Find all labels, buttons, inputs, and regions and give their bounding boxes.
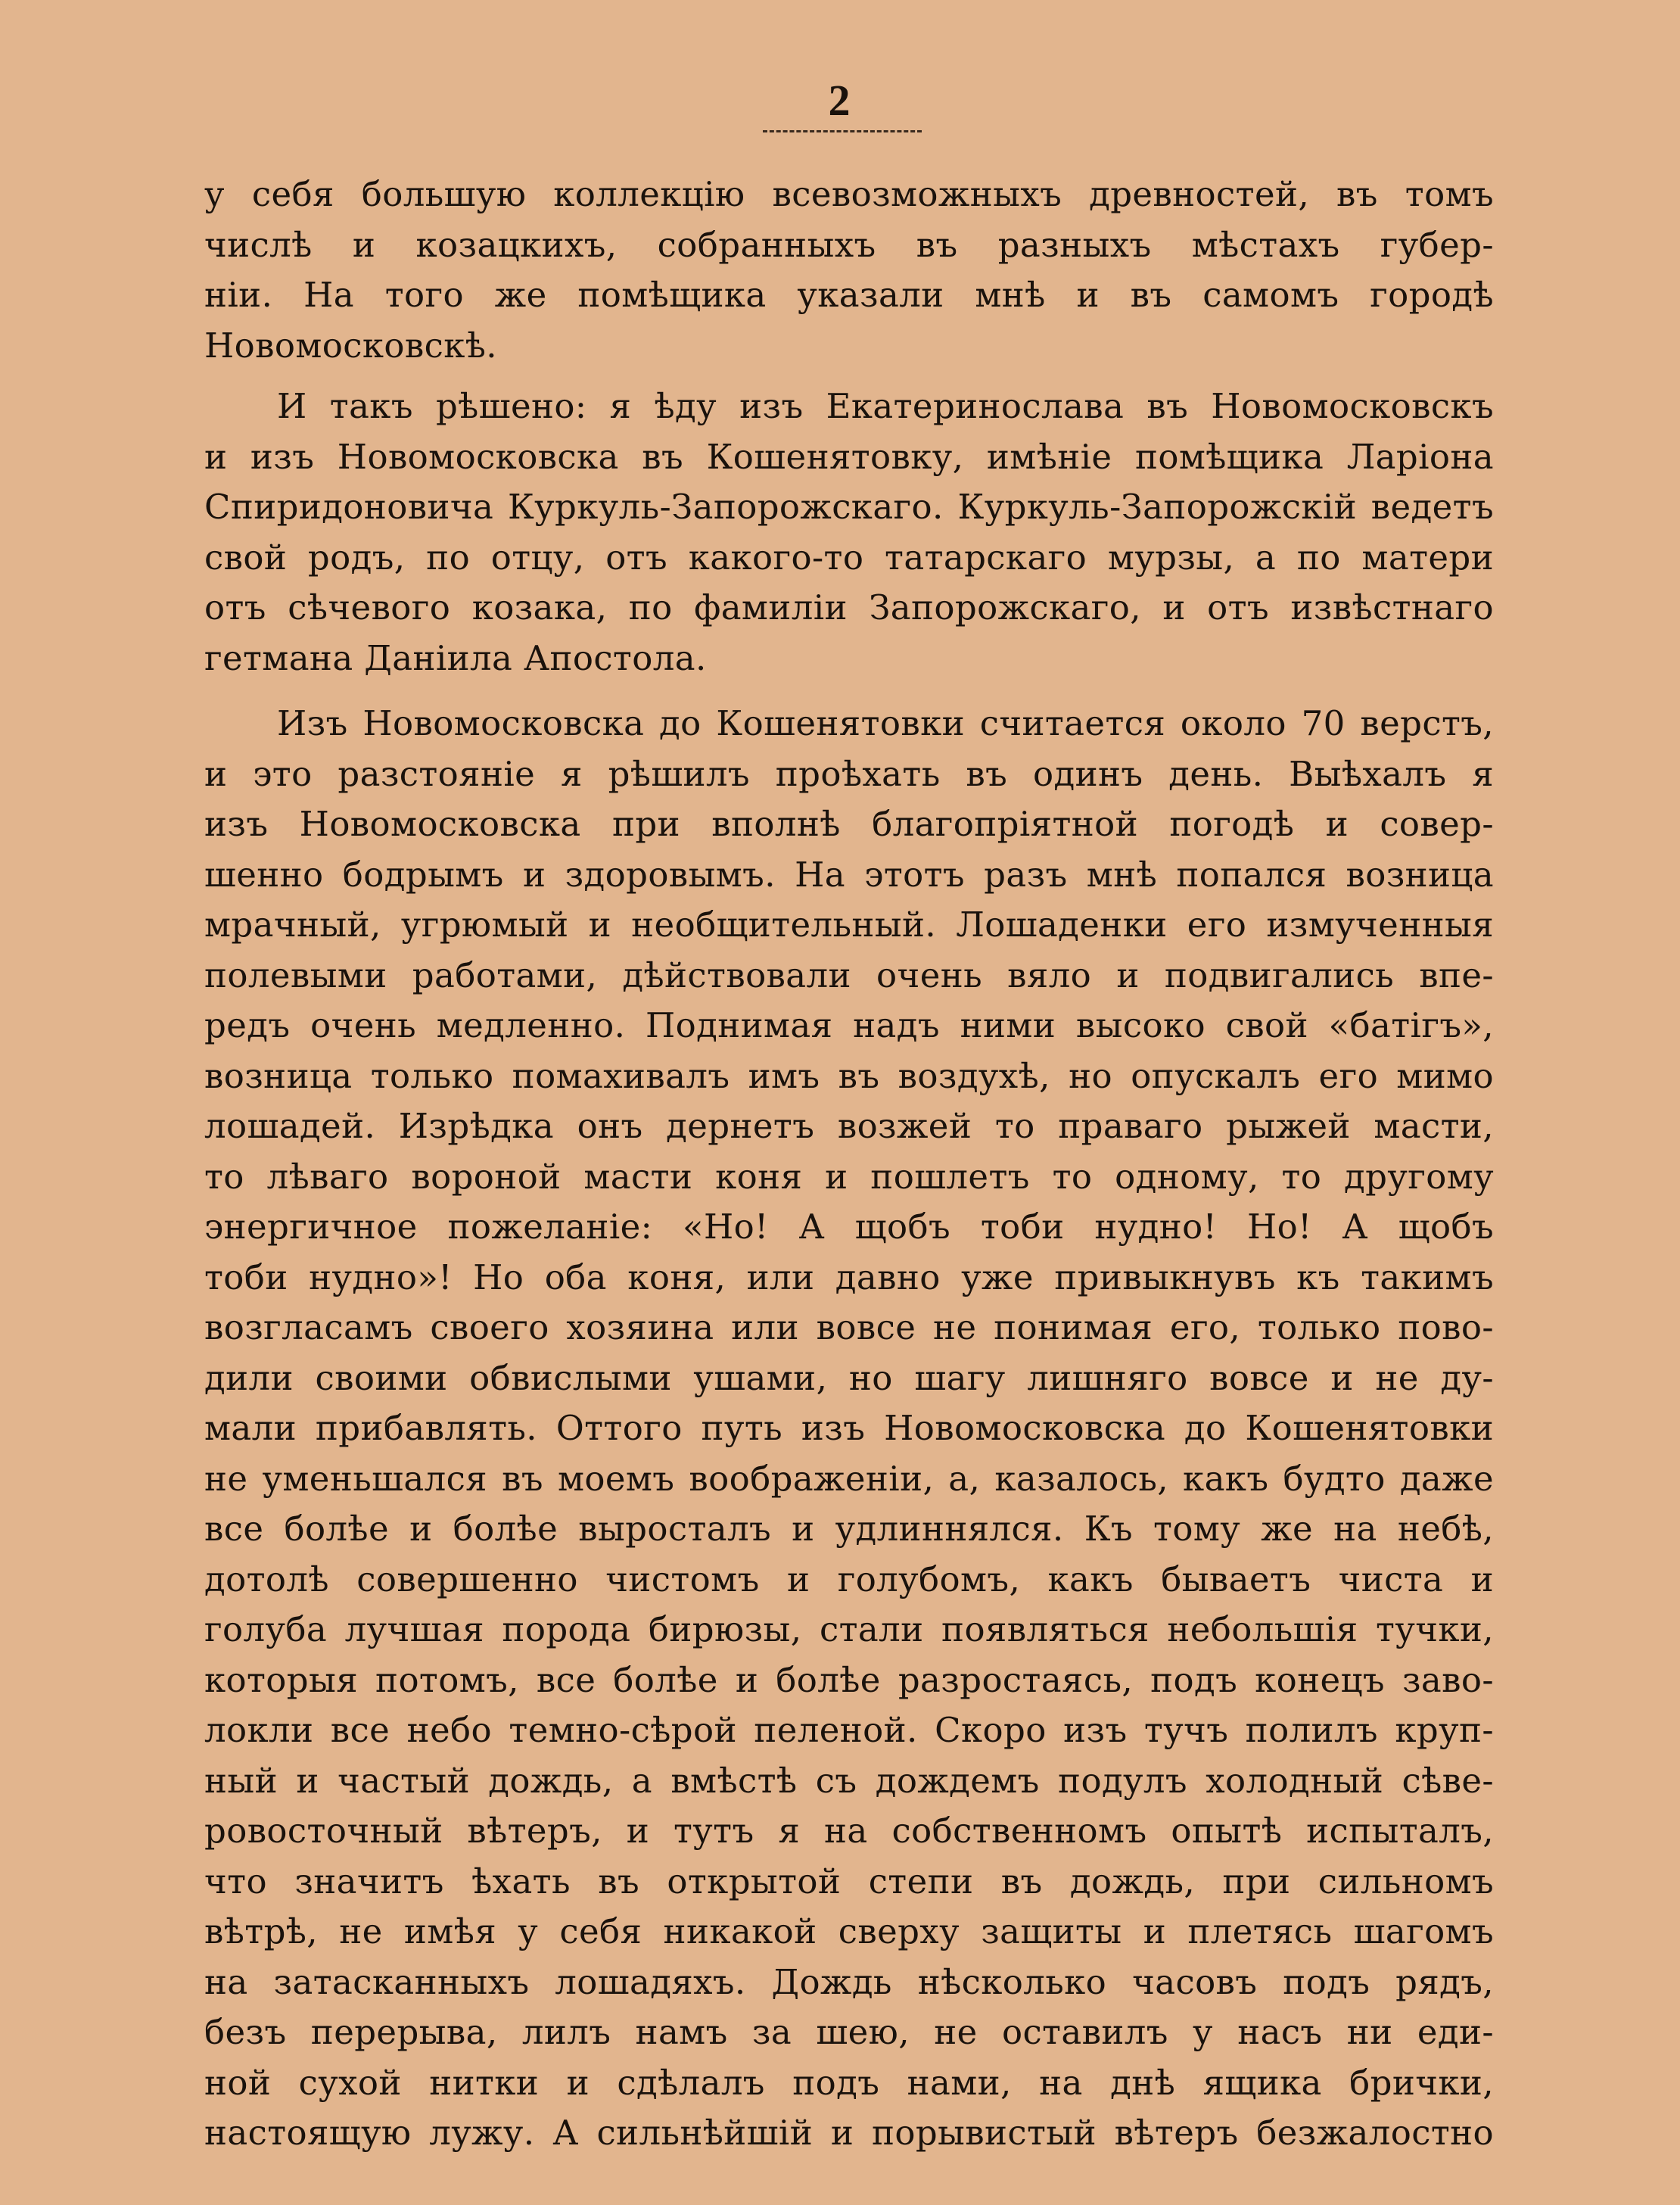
text-line: Изъ Новомосковска до Кошенятовки считается около 70 верстъ, xyxy=(277,703,1494,743)
text-line: все болѣе и болѣе выросталъ и удлиннялся. Къ тому же на небѣ, xyxy=(204,1509,1494,1549)
text-line: возгласамъ своего хозяина или вовсе не понимая его, только пово- xyxy=(204,1307,1494,1347)
text-line: Спиридоновича Куркуль-Запорожскаго. Куркуль-Запорожскій ведетъ xyxy=(204,487,1494,527)
text-line: Новомосковскѣ. xyxy=(204,325,497,366)
text-line: ной сухой нитки и сдѣлалъ подъ нами, на днѣ ящика брички, xyxy=(204,2062,1494,2103)
text-line: безъ перерыва, лилъ намъ за шею, не оставилъ у насъ ни еди- xyxy=(204,2012,1494,2052)
text-line: не уменьшался въ моемъ воображеніи, а, казалось, какъ будто даже xyxy=(204,1458,1494,1499)
page-number: 2 xyxy=(828,76,852,125)
text-line: настоящую лужу. А сильнѣйшій и порывистый вѣтеръ безжалостно xyxy=(204,2113,1494,2153)
text-line: возница только помахивалъ имъ въ воздухѣ, но опускалъ его мимо xyxy=(204,1055,1494,1096)
text-line: ровосточный вѣтеръ, и тутъ я на собственномъ опытѣ испыталъ, xyxy=(204,1811,1494,1851)
text-line: голуба лучшая порода бирюзы, стали появляться небольшія тучки, xyxy=(204,1609,1494,1649)
text-line: энергичное пожеланіе: «Но! А щобъ тоби нудно! Но! А щобъ xyxy=(204,1207,1494,1247)
text-line: свой родъ, по отцу, отъ какого-то татарскаго мурзы, а по матери xyxy=(204,537,1494,578)
text-line: полевыми работами, дѣйствовали очень вяло и подвигались впе- xyxy=(204,955,1494,995)
text-line: которыя потомъ, все болѣе и болѣе разростаясь, подъ конецъ заво- xyxy=(204,1659,1494,1700)
text-line: вѣтрѣ, не имѣя у себя никакой сверху защиты и плетясь шагомъ xyxy=(204,1911,1494,1951)
text-line: то лѣваго вороной масти коня и пошлетъ то одному, то другому xyxy=(204,1156,1494,1197)
text-line: гетмана Даніила Апостола. xyxy=(204,637,707,678)
text-line: что значитъ ѣхать въ открытой степи въ дождь, при сильномъ xyxy=(204,1861,1494,1901)
text-line: лошадей. Изрѣдка онъ дернетъ возжей то праваго рыжей масти, xyxy=(204,1106,1494,1146)
text-line: шенно бодрымъ и здоровымъ. На этотъ разъ мнѣ попался возница xyxy=(204,854,1494,895)
text-line: дотолѣ совершенно чистомъ и голубомъ, какъ бываетъ чиста и xyxy=(204,1559,1494,1599)
text-line: дили своими обвислыми ушами, но шагу лишняго вовсе и не ду- xyxy=(204,1357,1494,1398)
text-line: ный и частый дождь, а вмѣстѣ съ дождемъ подулъ холодный сѣве- xyxy=(204,1760,1494,1801)
text-line: изъ Новомосковска при вполнѣ благопріятной погодѣ и совер- xyxy=(204,804,1494,844)
text-line: редъ очень медленно. Поднимая надъ ними высоко свой «батігъ», xyxy=(204,1005,1494,1045)
paragraph-3 xyxy=(204,699,1494,2159)
text-line: числѣ и козацкихъ, собранныхъ въ разныхъ мѣстахъ губер- xyxy=(204,224,1494,265)
header-rule xyxy=(763,130,922,132)
text-line: ніи. На того же помѣщика указали мнѣ и въ самомъ городѣ xyxy=(204,275,1494,315)
text-line: и это разстояніе я рѣшилъ проѣхать въ одинъ день. Выѣхалъ я xyxy=(204,753,1494,794)
paragraph-gap xyxy=(204,684,1494,699)
paragraph-gap xyxy=(204,371,1494,382)
text-line: на затасканныхъ лошадяхъ. Дождь нѣсколько часовъ подъ рядъ, xyxy=(204,1961,1494,2002)
text-line: отъ сѣчевого козака, по фамиліи Запорожскаго, и отъ извѣстнаго xyxy=(204,587,1494,628)
text-line: мали прибавлять. Оттого путь изъ Новомосковска до Кошенятовки xyxy=(204,1408,1494,1448)
text-line: у себя большую коллекцію всевозможныхъ древностей, въ томъ xyxy=(204,174,1494,214)
body-text xyxy=(204,170,1494,2159)
text-line: и изъ Новомосковска въ Кошенятовку, имѣніе помѣщика Ларіона xyxy=(204,436,1494,477)
paragraph-2 xyxy=(204,382,1494,684)
text-line: мрачный, угрюмый и необщительный. Лошаденки его измученныя xyxy=(204,905,1494,945)
text-line: локли все небо темно-сѣрой пеленой. Скоро изъ тучъ полилъ круп- xyxy=(204,1710,1494,1750)
text-line: И такъ рѣшено: я ѣду изъ Екатеринослава въ Новомосковскъ xyxy=(277,386,1494,426)
text-line: тоби нудно»! Но оба коня, или давно уже привыкнувъ къ такимъ xyxy=(204,1257,1494,1297)
paragraph-1 xyxy=(204,170,1494,371)
